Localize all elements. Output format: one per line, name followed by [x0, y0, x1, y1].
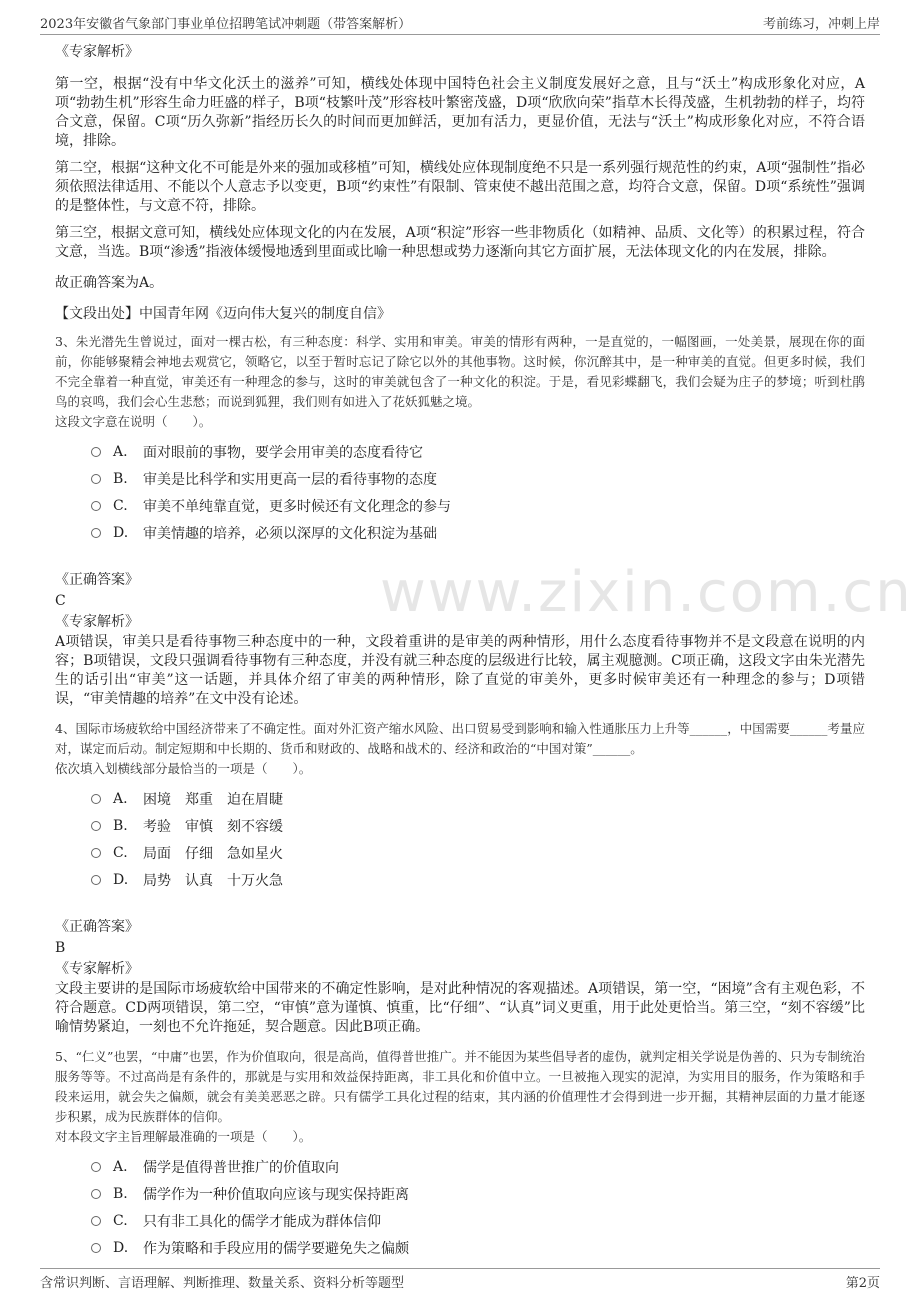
option-list — [91, 438, 865, 546]
option-d[interactable]: D. 局势 认真 十万火急 — [91, 866, 865, 893]
radio-icon[interactable] — [91, 501, 101, 511]
option-c[interactable]: C. 审美不单纯靠直觉，更多时候还有文化理念的参与 — [91, 492, 865, 519]
analysis-text: A项错误，审美只是看待事物三种态度中的一种，文段着重讲的是审美的两种情形，用什么态度看待事物并不是文段意在说明的内容；B项错误，文段只强调看待事物有三种态度，并没有就三种态度的层级进行比较，属主观臆测。C项正确，这段文字由朱光潜先生的话引出“审美”这一话题，并具体介绍了审美的两种情形，除了直觉的审美外，更多时候审美还有一种理念的参与；D项错误，“审美情趣的培养”在文中没有论述。 — [55, 634, 865, 707]
option-b[interactable]: B. 儒学作为一种价值取向应该与现实保持距离 — [91, 1180, 865, 1207]
footer-note: 含常识判断、言语理解、判断推理、数量关系、资料分析等题型 — [40, 1275, 405, 1291]
question-prompt: 依次填入划横线部分最恰当的一项是（ ）。 — [55, 761, 312, 776]
source-citation: 【文段出处】中国青年网《迈向伟大复兴的制度自信》 — [55, 306, 391, 322]
analysis-text: 文段主要讲的是国际市场疲软给中国带来的不确定性影响，是对此种情况的客观描述。A项错误，第一空，“困境”含有主观色彩，不符合题意。CD两项错误，第二空，“审慎”意为谨慎、慎重，比“仔细”、“认真”词义更重，用于此处更恰当。第三空，“刻不容缓”比喻情势紧迫，一刻也不允许拖延，契合题意。因此B项正确。 — [55, 981, 865, 1035]
answer-value: B — [55, 940, 66, 956]
watermark: www.zixin.com.cn — [380, 560, 913, 625]
page-content — [55, 42, 865, 1261]
prev-analysis — [55, 42, 865, 324]
document-title: 2023年安徽省气象部门事业单位招聘笔试冲刺题（带答案解析） — [40, 16, 412, 32]
option-a[interactable]: A. 面对眼前的事物，要学会用审美的态度看待它 — [91, 438, 865, 465]
page-footer — [40, 1268, 880, 1293]
answer-value: C — [55, 593, 66, 609]
radio-icon[interactable] — [91, 1243, 101, 1253]
option-c[interactable]: C. 只有非工具化的儒学才能成为群体信仰 — [91, 1207, 865, 1234]
radio-icon[interactable] — [91, 474, 101, 484]
option-c[interactable]: C. 局面 仔细 急如星火 — [91, 839, 865, 866]
radio-icon[interactable] — [91, 1189, 101, 1199]
radio-icon[interactable] — [91, 794, 101, 804]
option-b[interactable]: B. 考验 审慎 刻不容缓 — [91, 812, 865, 839]
page-header — [40, 10, 880, 35]
question-4 — [55, 719, 865, 1037]
radio-icon[interactable] — [91, 528, 101, 538]
option-a[interactable]: A. 儒学是值得普世推广的价值取向 — [91, 1153, 865, 1180]
answer-label: 《正确答案》 — [55, 919, 139, 935]
analysis-label: 《专家解析》 — [55, 44, 139, 60]
header-slogan: 考前练习，冲刺上岸 — [762, 16, 880, 32]
question-prompt: 这段文字意在说明（ ）。 — [55, 414, 212, 429]
analysis-paragraph: 第三空，根据文意可知，横线处应体现文化的内在发展，A项“积淀”形容一些非物质化（如精神、品质、文化等）的积累过程，符合文意，当选。B项“渗透”指液体缓慢地透到里面或比喻一种思想或势力逐渐向其它方面扩展，无法体现文化的内在发展，排除。 — [55, 225, 865, 260]
question-3 — [55, 332, 865, 709]
radio-icon[interactable] — [91, 821, 101, 831]
question-stem: 3、朱光潜先生曾说过，面对一棵古松，有三种态度：科学、实用和审美。审美的情形有两种，一是直觉的，一幅图画，一处美景，展现在你的面前，你能够聚精会神地去观赏它，领略它，以至于暂时忘记了除它以外的其他事物。这时候，你沉醉其中，是一种审美的直觉。但更多时候，我们不完全靠着一种直觉，审美还有一种理念的参与，这时的审美就包含了一种文化的积淀。于是，看见彩蝶翻飞，我们会疑为庄子的梦境；听到杜鹃鸟的哀鸣，我们会心生悲愁；而说到狐狸，我们则有如进入了花妖狐魅之境。 — [55, 334, 865, 409]
option-list — [91, 785, 865, 893]
radio-icon[interactable] — [91, 875, 101, 885]
option-list — [91, 1153, 865, 1261]
page-number: 第2页 — [845, 1275, 880, 1291]
radio-icon[interactable] — [91, 1216, 101, 1226]
option-b[interactable]: B. 审美是比科学和实用更高一层的看待事物的态度 — [91, 465, 865, 492]
analysis-label: 《专家解析》 — [55, 961, 139, 977]
analysis-label: 《专家解析》 — [55, 614, 139, 630]
radio-icon[interactable] — [91, 848, 101, 858]
option-d[interactable]: D. 审美情趣的培养，必须以深厚的文化积淀为基础 — [91, 519, 865, 546]
analysis-conclusion: 故正确答案为A。 — [55, 275, 164, 291]
answer-label: 《正确答案》 — [55, 572, 139, 588]
option-a[interactable]: A. 困境 郑重 迫在眉睫 — [91, 785, 865, 812]
radio-icon[interactable] — [91, 447, 101, 457]
question-stem: 4、国际市场疲软给中国经济带来了不确定性。面对外汇资产缩水风险、出口贸易受到影响和输入性通胀压力上升等______，中国需要______考量应对，谋定而后动。制定短期和中长期的、货币和财政的、战略和战术的、经济和政治的“中国对策”______。 — [55, 721, 865, 756]
option-d[interactable]: D. 作为策略和手段应用的儒学要避免失之偏颇 — [91, 1234, 865, 1261]
question-prompt: 对本段文字主旨理解最准确的一项是（ ）。 — [55, 1129, 312, 1144]
question-stem: 5、“仁义”也罢，“中庸”也罢，作为价值取向，很是高尚，值得普世推广。并不能因为某些倡导者的虚伪，就判定相关学说是伪善的、只为专制统治服务等等。不过高尚是有条件的，那就是与实用和效益保持距离，非工具化和价值中立。一旦被拖入现实的泥淖，为实用目的服务，作为策略和手段来运用，就会失之偏颇，就会有美美恶恶之辟。只有儒学工具化过程的结束，其内涵的价值理性才会得到进一步开掘，其精神层面的力量才能逐步积累，成为民族群体的信仰。 — [55, 1049, 865, 1124]
question-5 — [55, 1047, 865, 1261]
analysis-paragraph: 第一空，根据“没有中华文化沃土的滋养”可知，横线处体现中国特色社会主义制度发展好之意，且与“沃土”构成形象化对应，A项“勃勃生机”形容生命力旺盛的样子，B项“枝繁叶茂”形容枝叶繁密茂盛，D项“欣欣向荣”指草木长得茂盛，生机勃勃的样子，均符合文意，保留。C项“历久弥新”指经历长久的时间而更加鲜活，更加有活力，更显价值，无法与“沃土”构成形象化对应，不符合语境，排除。 — [55, 76, 865, 149]
radio-icon[interactable] — [91, 1162, 101, 1172]
analysis-paragraph: 第二空，根据“这种文化不可能是外来的强加或移植”可知，横线处应体现制度绝不只是一系列强行规范性的约束，A项“强制性”指必须依照法律适用、不能以个人意志予以变更，B项“约束性”有限制、管束使不越出范围之意，均符合文意，保留。D项“系统性”强调的是整体性，与文意不符，排除。 — [55, 160, 865, 214]
